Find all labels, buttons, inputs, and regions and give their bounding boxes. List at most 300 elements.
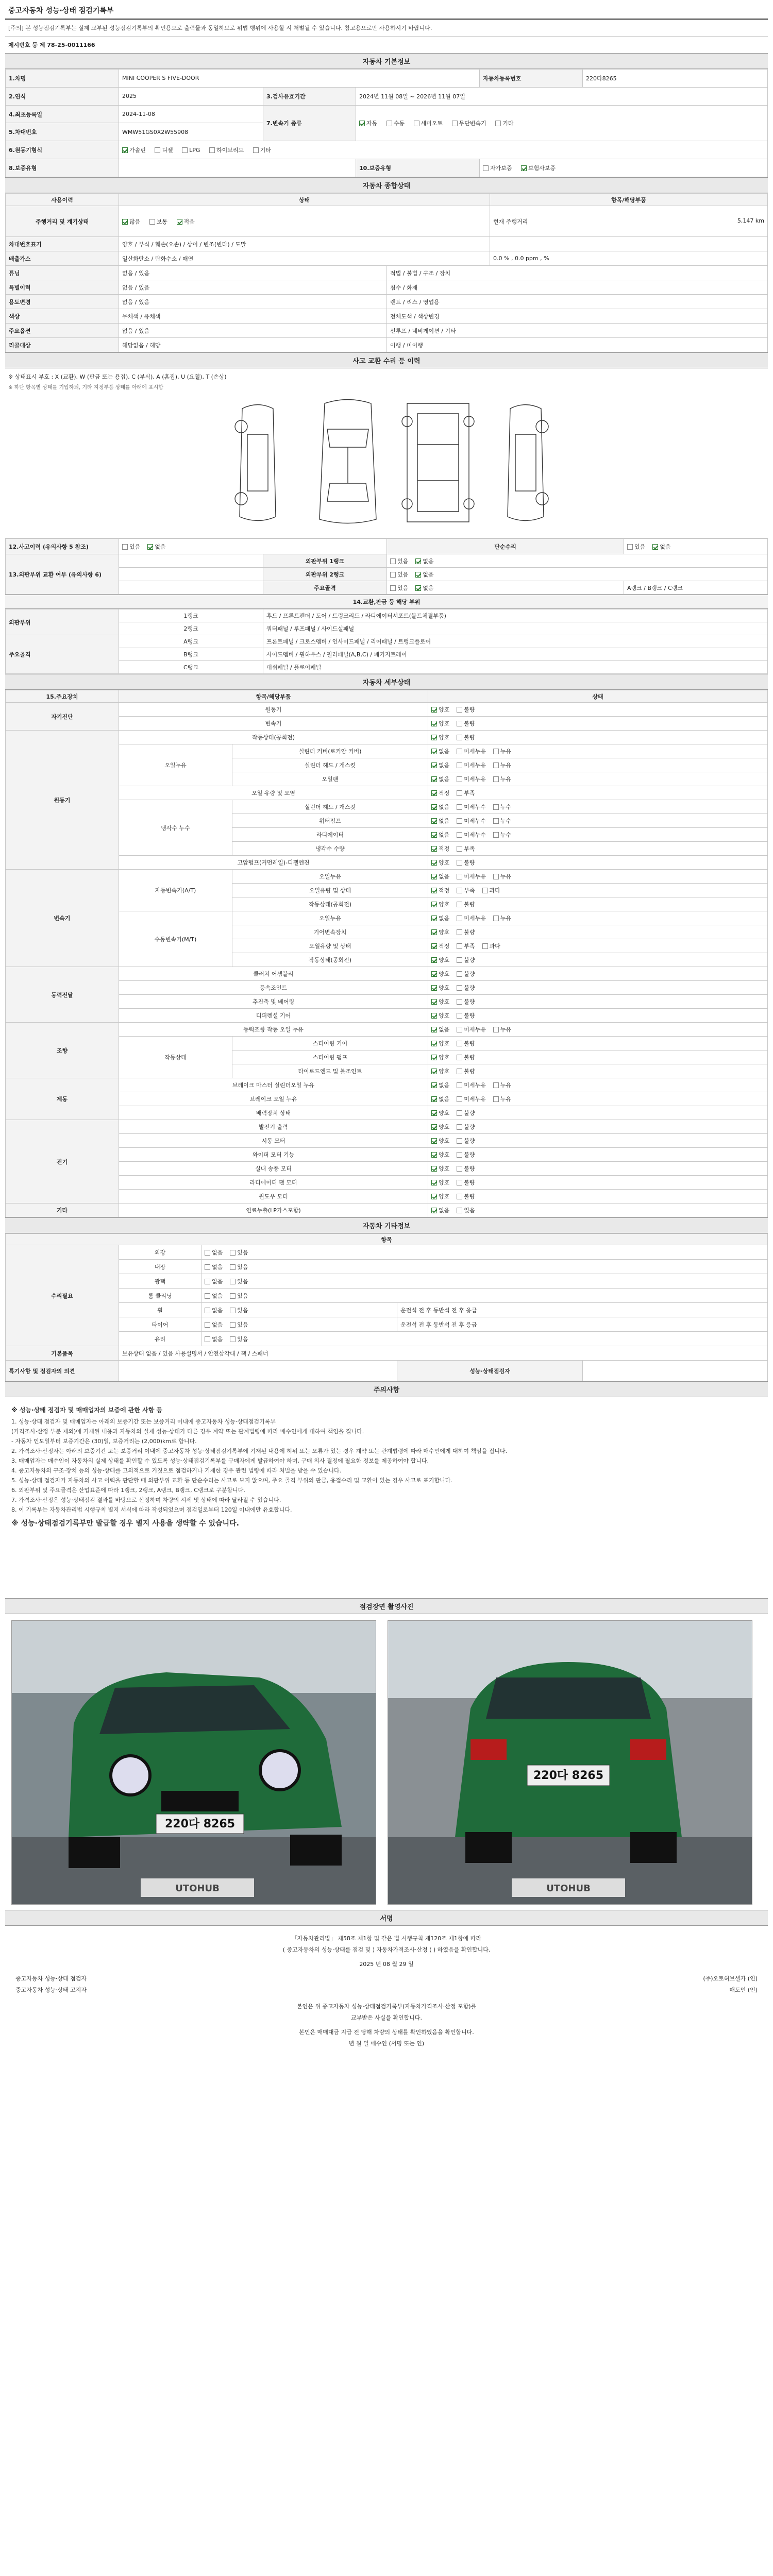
status-option-label: 불량 [464,985,475,991]
status-option-label: 양호 [439,1054,450,1061]
checkbox-checked[interactable] [652,544,658,550]
checkbox[interactable] [122,544,128,550]
status-option-label: 없음 [439,832,450,838]
checkbox[interactable] [390,572,396,578]
checkbox[interactable] [457,1055,462,1060]
checkbox[interactable] [390,558,396,564]
detail-row [6,1190,768,1204]
checkbox[interactable] [230,1250,236,1256]
checkbox[interactable] [155,147,160,153]
status-option [457,1178,475,1187]
detail-item-name: 고압펌프(커먼레일)-디젤엔진 [119,856,428,870]
checkbox[interactable] [386,121,392,126]
checkbox-checked[interactable] [431,971,437,977]
status-option [457,1039,475,1047]
checkbox[interactable] [457,1166,462,1172]
checkbox[interactable] [457,1194,462,1199]
status-option [457,719,475,727]
checkbox-checked[interactable] [431,1166,437,1172]
checkbox[interactable] [457,985,462,991]
status-option [431,914,449,922]
status-option-label: 양호 [439,1124,450,1130]
checkbox[interactable] [457,776,462,782]
status-option-label: 없음 [439,748,450,755]
checkbox-checked[interactable] [122,219,128,225]
checkbox[interactable] [457,1124,462,1130]
status-option-label: 미세누유 [464,915,486,922]
status-option [431,831,449,839]
status-option [431,1178,449,1187]
checkbox[interactable] [457,832,462,838]
status-option [457,1164,475,1173]
status-option [457,1095,486,1103]
checkbox[interactable] [457,943,462,949]
status-option-label: 양호 [439,1165,450,1172]
fuel-label: 6.원동기형식 [6,141,119,159]
checkbox-checked[interactable] [431,1013,437,1019]
checkbox-checked[interactable] [431,818,437,824]
checkbox-checked[interactable] [431,1194,437,1199]
detail-item-name: 실린더 커버(로커암 커버) [232,744,428,758]
detail-row [6,1162,768,1176]
fuel-options: 가솔린 디젤 LPG 하이브리드 기타 [119,141,768,159]
checkbox-checked[interactable] [431,902,437,907]
car-side-right-icon [508,405,548,521]
checkbox-checked[interactable] [431,943,437,949]
checkbox-checked[interactable] [431,1041,437,1046]
checkbox[interactable] [457,721,462,726]
status-option-label: 양호 [439,929,450,936]
status-option [431,942,449,950]
checkbox-checked[interactable] [431,804,437,810]
buyer-sign-line: 년 월 일 매수인 (서명 또는 인) [348,2040,425,2047]
checkbox[interactable] [149,219,155,225]
status-option [457,1137,475,1145]
checkbox[interactable] [230,1279,236,1284]
checkbox[interactable] [230,1322,236,1328]
status-option-label: 양호 [439,1110,450,1116]
status-option [457,928,475,936]
checkbox[interactable] [205,1293,210,1299]
checkbox[interactable] [457,902,462,907]
detail-row [6,1078,768,1092]
accident-label: 12.사고이력 (유의사항 5 참조) [6,539,119,554]
status-option [493,1025,511,1033]
detail-group-label: 제동 [6,1078,119,1120]
checkbox[interactable] [457,929,462,935]
status-option-label: 불량 [464,859,475,866]
detail-item-status [428,897,768,911]
detail-item-name: 원동기 [119,703,428,717]
checkbox[interactable] [483,165,489,171]
checkbox-checked[interactable] [431,1096,437,1102]
detail-group-label: 동력전달 [6,967,119,1023]
detail-item-name: 시동 모터 [119,1134,428,1148]
checkbox[interactable] [457,707,462,713]
checkbox[interactable] [457,1138,462,1144]
checkbox[interactable] [493,818,499,824]
checkbox-checked[interactable] [431,1124,437,1130]
status-option-label: 양호 [439,734,450,741]
status-option-label: 불량 [464,1012,475,1019]
detail-item-name: 냉각수 수량 [232,842,428,856]
status-option [431,761,449,769]
detail-item-status [428,1190,768,1204]
detail-item-name: 실린더 헤드 / 개스킷 [232,800,428,814]
checkbox[interactable] [457,790,462,796]
checkbox-checked[interactable] [431,888,437,893]
detail-row [6,1120,768,1134]
status-option [493,761,511,769]
detail-item-name: 브레이크 오일 누유 [119,1092,428,1106]
status-option-label: 미세누수 [464,804,486,810]
checkbox[interactable] [205,1279,210,1284]
status-option-label: 미세누유 [464,762,486,769]
checkbox-checked[interactable] [431,860,437,866]
detail-item-status [428,1050,768,1064]
status-option-label: 미세누유 [464,776,486,783]
status-option [431,747,449,755]
status-option-label: 미세누수 [464,818,486,824]
checkbox-checked[interactable] [359,121,365,126]
checkbox[interactable] [493,762,499,768]
status-option [431,1109,449,1117]
checkbox[interactable] [457,1041,462,1046]
status-option-label: 누유 [500,873,512,880]
checkbox[interactable] [457,860,462,866]
status-option [493,872,511,880]
checkbox[interactable] [414,121,419,126]
first-reg-value: 2024-11-08 [119,105,263,123]
detail-item-status [428,1204,768,1217]
inspect-period-value: 2024년 11월 08일 ~ 2026년 11월 07일 [356,87,768,105]
detail-sub-label: 수동변속기(M/T) [119,911,232,967]
parts-table: 외판부위 1랭크 후드 / 프론트펜더 / 도어 / 트렁크리드 / 라디에이터서포트(볼트체결부품) 2랭크 쿼터패널 / 루프패널 / 사이드실패널 주요골격 A랭크 프론트패널 / 크로스멤버 / 인사이드패널 / 리어패널 / 트렁크플로어 B랭크 사이드멤버 / 휠하우스 / 필러패널(A,B,C) / 패키지트레이 C랭크 대쉬패널 / 플로어패널 [5,609,768,674]
status-option-label: 불량 [464,706,475,713]
checkbox-checked[interactable] [431,1180,437,1185]
checkbox[interactable] [457,888,462,893]
checkbox-checked[interactable] [431,957,437,963]
status-option [431,1011,449,1020]
detail-item-name: 오일누유 [232,870,428,884]
detail-item-name: 작동상태(공회전) [232,897,428,911]
checkbox-checked[interactable] [147,544,153,550]
status-option-label: 부족 [464,845,475,852]
detail-item-name: 라디에이터 [232,828,428,842]
checkbox[interactable] [205,1308,210,1313]
checkbox[interactable] [205,1250,210,1256]
checkbox[interactable] [457,1027,462,1032]
checkbox[interactable] [457,846,462,852]
status-option [457,1011,475,1020]
status-option [431,733,449,741]
checkbox-checked[interactable] [431,735,437,740]
status-option-label: 불량 [464,1068,475,1075]
checkbox-checked[interactable] [431,1055,437,1060]
damage-legend: ※ 상태표시 부호 : X (교환), W (판금 또는 용접), C (부식), A (흠집), U (요철), T (손상) [8,374,227,380]
other-info-table: 항목 수리필요 외장 없음 있음 내장 없음 있음 광택 없음 있음 룸 클리닝 없음 있음 휠 없음 있음 운전석 전 후 동반석 전 후 응급 타이어 없음 있음 운전석 전 후 동반석 전 후 응급 유리 없음 있음 기본품목 보유상태 없음 / 있음 사용설명서 / 안전삼각대 / 잭 / 스패너 특기사항 및 점검자의 의견 성능·상태점검자 [5,1233,768,1381]
status-option-label: 없음 [439,1096,450,1103]
status-option [431,844,449,853]
detail-item-status [428,814,768,828]
status-option-label: 불량 [464,1054,475,1061]
status-option-label: 없음 [439,1207,450,1214]
checkbox-checked[interactable] [415,585,421,591]
status-option [493,817,511,825]
document-title: 중고자동차 성능·상태 점검기록부 [5,0,768,20]
status-option [431,997,449,1006]
detail-state-header: 자동차 세부상태 [5,674,768,690]
checkbox[interactable] [493,832,499,838]
status-option [431,1053,449,1061]
detail-item-status [428,1092,768,1106]
checkbox[interactable] [495,121,501,126]
checkbox[interactable] [205,1264,210,1270]
checkbox[interactable] [452,121,458,126]
checkbox-checked[interactable] [431,1208,437,1213]
repair-needed-label: 수리필요 [6,1245,119,1346]
checkbox[interactable] [230,1308,236,1313]
status-option [431,775,449,783]
checkbox[interactable] [457,749,462,754]
status-option-label: 불량 [464,998,475,1005]
status-option [431,1095,449,1103]
detail-item-name: 클러치 어셈블리 [119,967,428,981]
checkbox[interactable] [493,1027,499,1032]
checkbox[interactable] [493,916,499,921]
checkbox-checked[interactable] [431,1138,437,1144]
checkbox[interactable] [493,776,499,782]
checkbox-checked[interactable] [431,1110,437,1116]
status-option [457,1081,486,1089]
status-option [431,886,449,894]
checkbox[interactable] [457,1082,462,1088]
detail-row [6,800,768,814]
checkbox[interactable] [457,1069,462,1074]
status-option [457,997,475,1006]
status-option [431,817,449,825]
checkbox-checked[interactable] [431,762,437,768]
detail-item-name: 스티어링 기어 [232,1037,428,1050]
status-option [493,1095,511,1103]
car-diagram-area [5,368,768,538]
checkbox[interactable] [390,585,396,591]
photos-row [5,1614,768,1910]
notes-header: 주의사항 [5,1381,768,1397]
checkbox[interactable] [457,1096,462,1102]
status-option-label: 부족 [464,790,475,796]
checkbox[interactable] [457,1013,462,1019]
checkbox[interactable] [457,762,462,768]
checkbox-checked[interactable] [431,707,437,713]
checkbox-checked[interactable] [431,929,437,935]
checkbox[interactable] [205,1336,210,1342]
checkbox-checked[interactable] [521,165,527,171]
checkbox-checked[interactable] [415,558,421,564]
reg-no-value: 220다8265 [583,70,768,88]
detail-item-name: 등속조인트 [119,981,428,995]
detail-item-name: 배력장치 상태 [119,1106,428,1120]
status-option [431,1123,449,1131]
checkbox[interactable] [457,818,462,824]
checkbox[interactable] [230,1293,236,1299]
checkbox-checked[interactable] [122,147,128,153]
detail-item-status [428,967,768,981]
status-option-label: 양호 [439,1040,450,1047]
checkbox[interactable] [457,1110,462,1116]
checkbox[interactable] [457,804,462,810]
checkbox[interactable] [482,943,488,949]
status-option-label: 과다 [489,943,500,950]
checkbox-checked[interactable] [431,790,437,796]
checkbox[interactable] [627,544,633,550]
simple-repair-label: 단순수리 [387,539,624,554]
status-option-label: 양호 [439,706,450,713]
status-option-label: 미세누유 [464,873,486,880]
notice-text: [주의] 본 성능점검기록부는 실제 교부된 성능점검기록부의 확인용으로 출력물과 동일하므로 위법 행위에 사용할 시 처벌될 수 있습니다. 참고용으로만 사용하시기 바랍니다. [5,20,768,37]
detail-item-status [428,772,768,786]
checkbox[interactable] [253,147,259,153]
status-option-label: 적정 [439,887,450,894]
checkbox[interactable] [457,999,462,1005]
detail-item-name: 기어변속장치 [232,925,428,939]
status-option [431,928,449,936]
status-option [431,705,449,714]
checkbox-checked[interactable] [177,219,182,225]
car-name-label: 1.차명 [6,70,119,88]
status-option [457,1123,475,1131]
detail-item-name: 연료누출(LP가스포함) [119,1204,428,1217]
status-option [457,900,475,908]
status-option-label: 있음 [464,1207,475,1214]
checkbox-checked[interactable] [431,776,437,782]
status-option-label: 없음 [439,818,450,824]
checkbox[interactable] [230,1336,236,1342]
checkbox[interactable] [457,874,462,879]
status-option-label: 양호 [439,1012,450,1019]
status-option [431,1137,449,1145]
checkbox[interactable] [493,1096,499,1102]
checkbox[interactable] [457,735,462,740]
car-frame-view-icon [402,403,474,522]
detail-item-status [428,1037,768,1050]
checkbox[interactable] [209,147,215,153]
status-option [457,1025,486,1033]
detail-item-name: 작동상태(공회전) [232,953,428,967]
doc-no-value: 제 78-25-0011166 [39,42,95,48]
status-option [457,1067,475,1075]
detail-item-status [428,786,768,800]
checkbox-checked[interactable] [431,999,437,1005]
accident-table: 12.사고이력 (유의사항 5 참조) 있음 없음 단순수리 있음 없음 13.외판부위 교환 여부 (유의사항 6) 외판부위 1랭크 있음 없음 외판부위 2랭크 있음 없음 주요골격 있음 없음 A랭크 / B랭크 / C랭크 [5,538,768,595]
status-option [482,886,500,894]
checkbox-checked[interactable] [431,1152,437,1158]
checkbox[interactable] [493,749,499,754]
detail-item-name: 워터펌프 [232,814,428,828]
status-option-label: 적정 [439,943,450,950]
detail-item-name: 실내 송풍 모터 [119,1162,428,1176]
car-name-value: MINI COOPER S FIVE-DOOR [119,70,480,88]
checkbox[interactable] [457,971,462,977]
status-option-label: 누유 [500,776,512,783]
status-option-label: 누유 [500,762,512,769]
checkbox-checked[interactable] [431,1027,437,1032]
status-option [431,1067,449,1075]
notes-title: ※ 성능·상태 점검자 및 매매업자의 보증에 관한 사항 등 [11,1406,163,1414]
status-option [457,970,475,978]
detail-sub-label: 오일누유 [119,744,232,786]
checkbox-checked[interactable] [431,874,437,879]
checkbox[interactable] [457,916,462,921]
status-option-label: 양호 [439,1179,450,1186]
warranty-options: 자가보증 보험사보증 [480,159,768,177]
checkbox-checked[interactable] [431,1069,437,1074]
status-option-label: 누수 [500,818,512,824]
checkbox[interactable] [205,1322,210,1328]
checkbox[interactable] [493,1082,499,1088]
status-option-label: 누유 [500,915,512,922]
detail-item-name: 추진축 및 베어링 [119,995,428,1009]
checkbox[interactable] [482,888,488,893]
checkbox[interactable] [493,804,499,810]
status-option [457,858,475,867]
status-option [431,900,449,908]
year-label: 2.연식 [6,87,119,105]
checkbox[interactable] [493,874,499,879]
detail-row [6,967,768,981]
rear-banner-text: UTOHUB [546,1883,591,1894]
detail-item-name: 오일팬 [232,772,428,786]
status-option [457,733,475,741]
front-banner-text: UTOHUB [175,1883,220,1894]
checkbox-checked[interactable] [431,846,437,852]
warranty-type-label-2: 10.보증유형 [356,159,480,177]
transmission-label: 7.변속기 종류 [263,105,356,141]
checkbox-checked[interactable] [431,721,437,726]
checkbox-checked[interactable] [431,985,437,991]
status-option-label: 불량 [464,1193,475,1200]
detail-row [6,1134,768,1148]
status-option [457,1192,475,1200]
checkbox[interactable] [230,1264,236,1270]
detail-item-name: 변속기 [119,717,428,731]
detail-row [6,1204,768,1217]
vin-label: 5.차대번호 [6,123,119,141]
checkbox[interactable] [457,1180,462,1185]
checkbox-checked[interactable] [431,832,437,838]
checkbox[interactable] [182,147,188,153]
detail-item-status [428,953,768,967]
checkbox[interactable] [457,1152,462,1158]
checkbox-checked[interactable] [431,1082,437,1088]
car-outline-diagram [227,398,557,527]
checkbox-checked[interactable] [431,749,437,754]
checkbox-checked[interactable] [415,572,421,578]
status-option-label: 양호 [439,1151,450,1158]
damage-history-header: 사고 교환 수리 등 이력 [5,352,768,368]
status-option-label: 양호 [439,901,450,908]
status-option-label: 미세누유 [464,1082,486,1089]
checkbox-checked[interactable] [431,916,437,921]
status-option-label: 양호 [439,1193,450,1200]
vin-value: WMW51GS0X2W55908 [119,123,263,141]
checkbox[interactable] [457,1208,462,1213]
general-state-header: 자동차 종합상태 [5,177,768,193]
detail-item-status [428,1176,768,1190]
checkbox[interactable] [457,957,462,963]
detail-row [6,1148,768,1162]
status-option [457,817,486,825]
